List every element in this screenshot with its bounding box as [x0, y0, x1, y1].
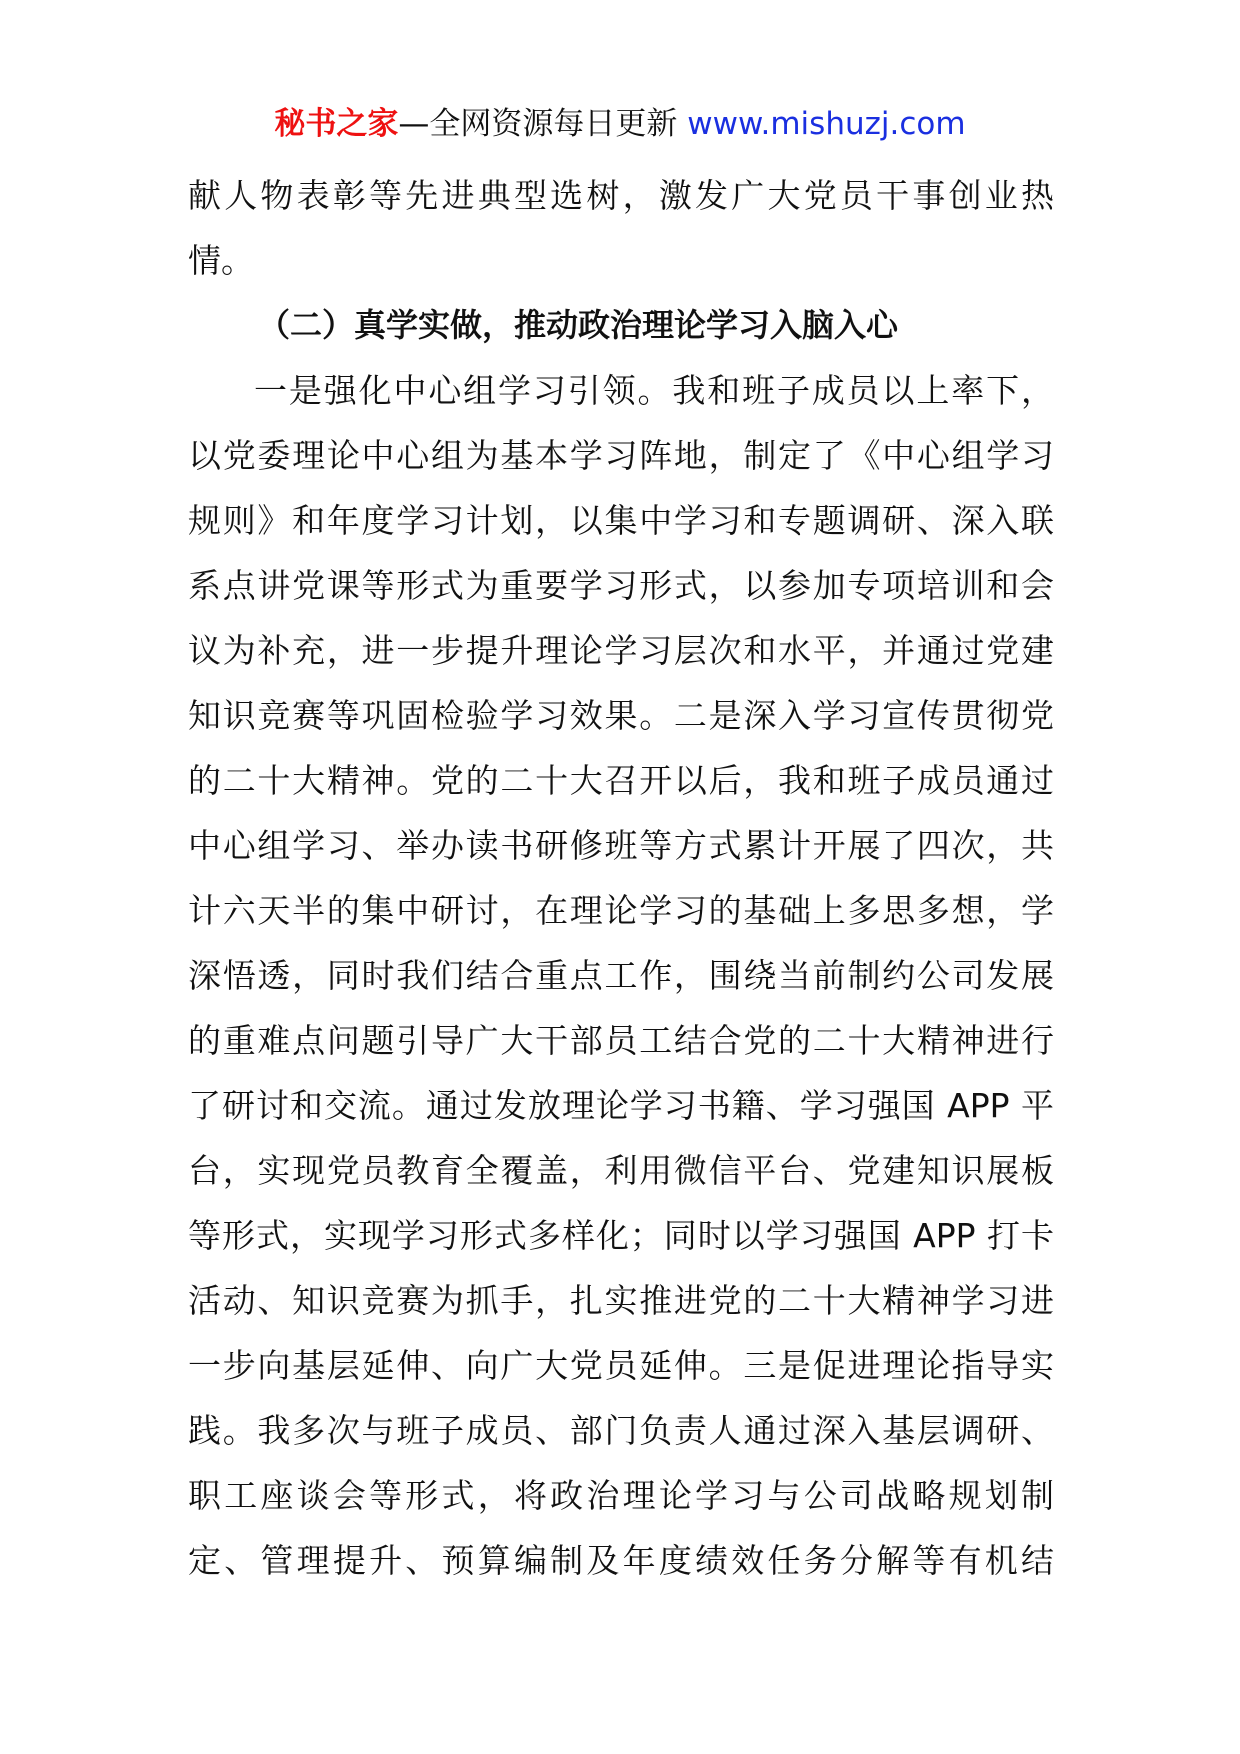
paragraph-line: 定、管理提升、预算编制及年度绩效任务分解等有机结	[188, 1541, 1054, 1580]
paragraph-line: 的重难点问题引导广大干部员工结合党的二十大精神进行	[188, 1021, 1054, 1060]
header-url-link[interactable]: www.mishuzj.com	[687, 106, 966, 142]
paragraph-line: 以党委理论中心组为基本学习阵地，制定了《中心组学习	[188, 436, 1054, 475]
paragraph-line: 台，实现党员教育全覆盖，利用微信平台、党建知识展板	[188, 1151, 1054, 1190]
paragraph-line: 议为补充，进一步提升理论学习层次和水平，并通过党建	[188, 631, 1054, 670]
text-line: 献人物表彰等先进典型选树，激发广大党员干事创业热	[188, 176, 1054, 215]
paragraph-line: 深悟透，同时我们结合重点工作，围绕当前制约公司发展	[188, 956, 1054, 995]
header-tagline: 全网资源每日更新	[429, 106, 678, 142]
header-dash: —	[398, 106, 430, 142]
paragraph-line: 计六天半的集中研讨，在理论学习的基础上多思多想，学	[188, 891, 1054, 930]
paragraph-line: 践。我多次与班子成员、部门负责人通过深入基层调研、	[188, 1411, 1054, 1450]
paragraph-line: 活动、知识竞赛为抓手，扎实推进党的二十大精神学习进	[188, 1281, 1054, 1320]
paragraph-line: 知识竞赛等巩固检验学习效果。二是深入学习宣传贯彻党	[188, 696, 1054, 735]
document-body	[188, 163, 1054, 1593]
paragraph-line: 了研讨和交流。通过发放理论学习书籍、学习强国 APP 平	[188, 1086, 1054, 1125]
paragraph-line: 职工座谈会等形式，将政治理论学习与公司战略规划制	[188, 1476, 1054, 1515]
section-heading: （二）真学实做，推动政治理论学习入脑入心	[258, 306, 899, 344]
paragraph-line: 等形式，实现学习形式多样化；同时以学习强国 APP 打卡	[188, 1216, 1054, 1255]
brand-name: 秘书之家	[274, 106, 399, 142]
paragraph-line: 规则》和年度学习计划，以集中学习和专题调研、深入联	[188, 501, 1054, 540]
paragraph-line: 中心组学习、举办读书研修班等方式累计开展了四次，共	[188, 826, 1054, 865]
text-line: 情。	[188, 241, 254, 280]
paragraph-line: 一是强化中心组学习引领。我和班子成员以上率下，	[254, 371, 1054, 410]
page-header	[0, 100, 1240, 148]
paragraph-line: 一步向基层延伸、向广大党员延伸。三是促进理论指导实	[188, 1346, 1054, 1385]
paragraph-line: 系点讲党课等形式为重要学习形式，以参加专项培训和会	[188, 566, 1054, 605]
paragraph-line: 的二十大精神。党的二十大召开以后，我和班子成员通过	[188, 761, 1054, 800]
